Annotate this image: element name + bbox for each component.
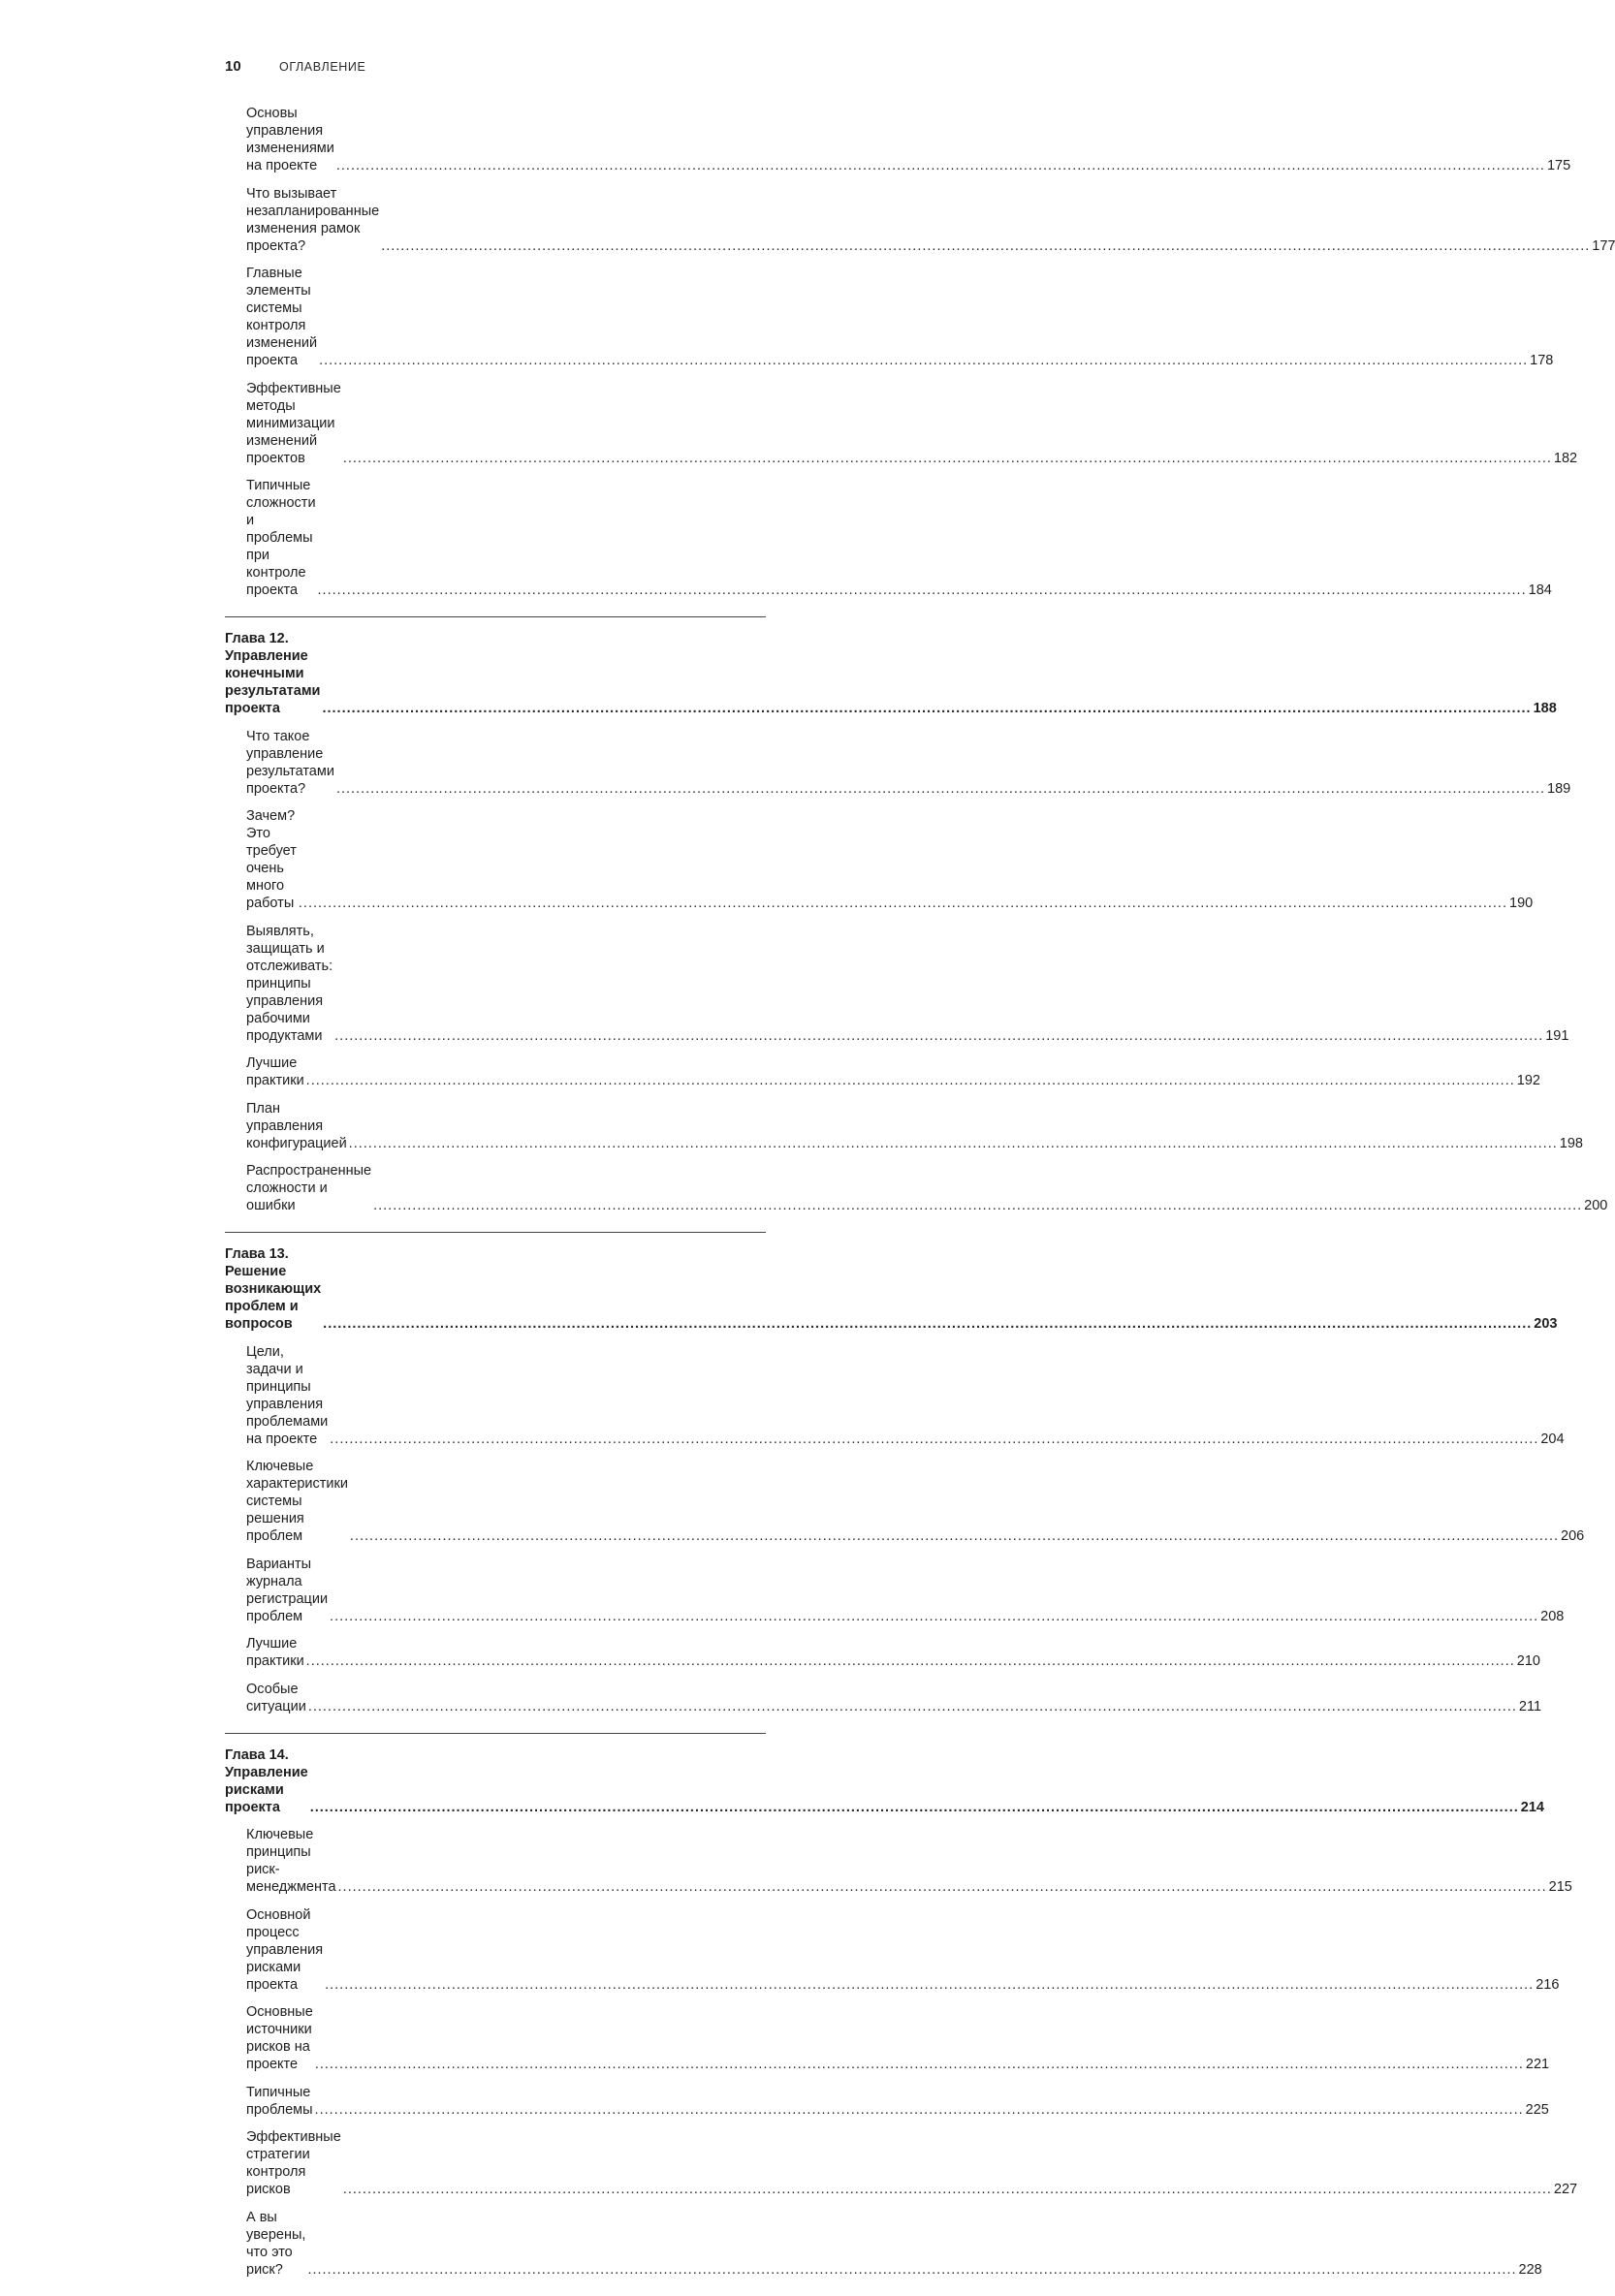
toc-group-continuation bbox=[225, 105, 1615, 599]
toc-chapter-heading[interactable] bbox=[225, 630, 1557, 717]
table-of-contents bbox=[225, 105, 1615, 2296]
toc-entry[interactable] bbox=[225, 728, 1571, 798]
toc-entry-page: 175 bbox=[1546, 158, 1571, 173]
toc-entry-title: Особые ситуации bbox=[246, 1681, 306, 1714]
dot-leader bbox=[319, 352, 1528, 369]
toc-entry-title: Основной процесс управления рисками проекта bbox=[246, 1906, 324, 1993]
toc-entry-page: 192 bbox=[1516, 1073, 1540, 1088]
dot-leader bbox=[343, 450, 1552, 467]
toc-chapter-page: 188 bbox=[1533, 701, 1557, 716]
dot-leader bbox=[299, 895, 1507, 912]
toc-entry[interactable] bbox=[225, 1100, 1583, 1152]
toc-entry[interactable] bbox=[225, 1826, 1572, 1896]
toc-chapter-heading[interactable] bbox=[225, 1245, 1558, 1333]
toc-entry[interactable] bbox=[225, 1054, 1540, 1089]
dot-leader bbox=[322, 700, 1531, 717]
toc-entry[interactable] bbox=[225, 185, 1615, 255]
dot-leader bbox=[306, 1072, 1515, 1089]
dot-leader bbox=[318, 582, 1527, 599]
toc-chapter-title: Глава 12. Управление конечными результатами проекта bbox=[225, 631, 321, 716]
toc-entry[interactable] bbox=[225, 2084, 1549, 2119]
toc-entry-page: 191 bbox=[1545, 1027, 1569, 1044]
toc-entry-page: 228 bbox=[1518, 2261, 1542, 2278]
toc-entry[interactable] bbox=[225, 380, 1578, 467]
toc-entry-page: 182 bbox=[1553, 450, 1578, 466]
toc-entry-page: 210 bbox=[1516, 1653, 1540, 1669]
toc-group-chapter-14 bbox=[225, 1746, 1578, 2279]
toc-entry-title: Что вызывает незапланированные изменения рамок проекта? bbox=[246, 185, 380, 254]
toc-entry[interactable] bbox=[225, 1162, 1608, 1214]
dot-leader bbox=[373, 1197, 1582, 1214]
page-header bbox=[225, 58, 365, 79]
page-number: 10 bbox=[225, 58, 241, 75]
dot-leader bbox=[334, 1027, 1543, 1045]
toc-entry-title: Главные элементы системы контроля изменений проекта bbox=[246, 266, 318, 368]
toc-group-chapter-12 bbox=[225, 630, 1608, 1214]
toc-entry[interactable] bbox=[225, 2128, 1578, 2198]
chapter-divider bbox=[225, 1232, 766, 1233]
toc-entry[interactable] bbox=[225, 923, 1569, 1045]
toc-entry-page: 177 bbox=[1592, 237, 1615, 254]
toc-entry-page: 200 bbox=[1584, 1198, 1608, 1213]
toc-entry[interactable] bbox=[225, 1458, 1585, 1545]
dot-leader bbox=[343, 2181, 1552, 2198]
toc-entry[interactable] bbox=[225, 477, 1552, 599]
dot-leader bbox=[336, 157, 1545, 174]
dot-leader bbox=[323, 1315, 1532, 1333]
toc-chapter-page: 203 bbox=[1534, 1316, 1558, 1332]
chapter-divider bbox=[225, 1733, 766, 1734]
dot-leader bbox=[307, 2261, 1516, 2279]
toc-entry-title: Что такое управление результатами проекта? bbox=[246, 728, 334, 797]
toc-entry-page: 198 bbox=[1559, 1135, 1583, 1151]
dot-leader bbox=[325, 1976, 1534, 1994]
running-head: ОГЛАВЛЕНИЕ bbox=[279, 60, 366, 74]
toc-entry-page: 208 bbox=[1540, 1608, 1565, 1624]
toc-entry[interactable] bbox=[225, 1556, 1565, 1625]
toc-entry-page: 189 bbox=[1547, 780, 1571, 797]
toc-entry-title: Выявлять, защищать и отслеживать: принципы управления рабочими продуктами bbox=[246, 923, 333, 1044]
toc-entry[interactable] bbox=[225, 1343, 1565, 1448]
toc-chapter-page: 214 bbox=[1520, 1799, 1544, 1815]
toc-entry[interactable] bbox=[225, 105, 1571, 174]
toc-entry-page: 227 bbox=[1553, 2182, 1578, 2197]
dot-leader bbox=[338, 1878, 1547, 1896]
dot-leader bbox=[306, 1652, 1515, 1670]
toc-entry-title: План управления конфигурацией bbox=[246, 1100, 347, 1151]
toc-entry[interactable] bbox=[225, 807, 1534, 912]
toc-entry-title: Зачем? Это требует очень много работы bbox=[246, 808, 297, 911]
toc-entry-page: 178 bbox=[1530, 353, 1554, 368]
toc-entry-title: Типичные сложности и проблемы при контроле проекта bbox=[246, 478, 316, 598]
toc-entry-title: Ключевые характеристики системы решения проблем bbox=[246, 1459, 348, 1544]
dot-leader bbox=[310, 1799, 1519, 1816]
toc-entry-page: 206 bbox=[1561, 1528, 1585, 1544]
toc-group-chapter-13 bbox=[225, 1245, 1585, 1715]
toc-entry-page: 215 bbox=[1548, 1879, 1572, 1895]
toc-entry[interactable] bbox=[225, 2209, 1542, 2279]
toc-chapter-title: Глава 13. Решение возникающих проблем и вопросов bbox=[225, 1246, 322, 1332]
dot-leader bbox=[330, 1431, 1538, 1448]
chapter-divider bbox=[225, 616, 766, 617]
toc-entry[interactable] bbox=[225, 2003, 1550, 2073]
dot-leader bbox=[350, 1527, 1559, 1545]
toc-entry-page: 184 bbox=[1528, 582, 1552, 598]
dot-leader bbox=[315, 2101, 1524, 2119]
toc-entry-title: Варианты журнала регистрации проблем bbox=[246, 1556, 329, 1624]
toc-entry-title: А вы уверены, что это риск? bbox=[246, 2209, 306, 2278]
toc-entry-title: Основы управления изменениями на проекте bbox=[246, 106, 334, 173]
toc-entry-page: 211 bbox=[1518, 1698, 1542, 1714]
toc-entry-title: Эффективные методы минимизации изменений проектов bbox=[246, 380, 341, 466]
toc-entry-title: Эффективные стратегии контроля рисков bbox=[246, 2129, 341, 2197]
toc-entry-title: Распространенные сложности и ошибки bbox=[246, 1163, 372, 1213]
dot-leader bbox=[308, 1698, 1517, 1715]
dot-leader bbox=[315, 2056, 1524, 2073]
toc-entry-title: Лучшие практики bbox=[246, 1055, 304, 1088]
toc-entry-title: Типичные проблемы bbox=[246, 2084, 313, 2118]
dot-leader bbox=[381, 237, 1590, 255]
toc-entry[interactable] bbox=[225, 1635, 1540, 1670]
toc-chapter-heading[interactable] bbox=[225, 1746, 1544, 1816]
toc-entry-page: 225 bbox=[1525, 2101, 1549, 2118]
toc-entry-page: 204 bbox=[1540, 1431, 1565, 1447]
toc-chapter-title: Глава 14. Управление рисками проекта bbox=[225, 1746, 308, 1815]
toc-entry-title: Ключевые принципы риск-менеджмента bbox=[246, 1827, 336, 1895]
toc-entry[interactable] bbox=[225, 265, 1554, 369]
toc-entry-page: 221 bbox=[1525, 2057, 1550, 2072]
toc-entry[interactable] bbox=[225, 1681, 1542, 1715]
dot-leader bbox=[349, 1135, 1558, 1152]
toc-entry[interactable] bbox=[225, 1906, 1560, 1994]
toc-entry-title: Основные источники рисков на проекте bbox=[246, 2004, 313, 2072]
toc-entry-title: Лучшие практики bbox=[246, 1636, 304, 1669]
toc-entry-page: 216 bbox=[1536, 1976, 1560, 1993]
dot-leader bbox=[330, 1608, 1538, 1625]
toc-entry-title: Цели, задачи и принципы управления проблемами на проекте bbox=[246, 1343, 329, 1447]
toc-entry-page: 190 bbox=[1509, 896, 1534, 911]
dot-leader bbox=[336, 780, 1545, 798]
